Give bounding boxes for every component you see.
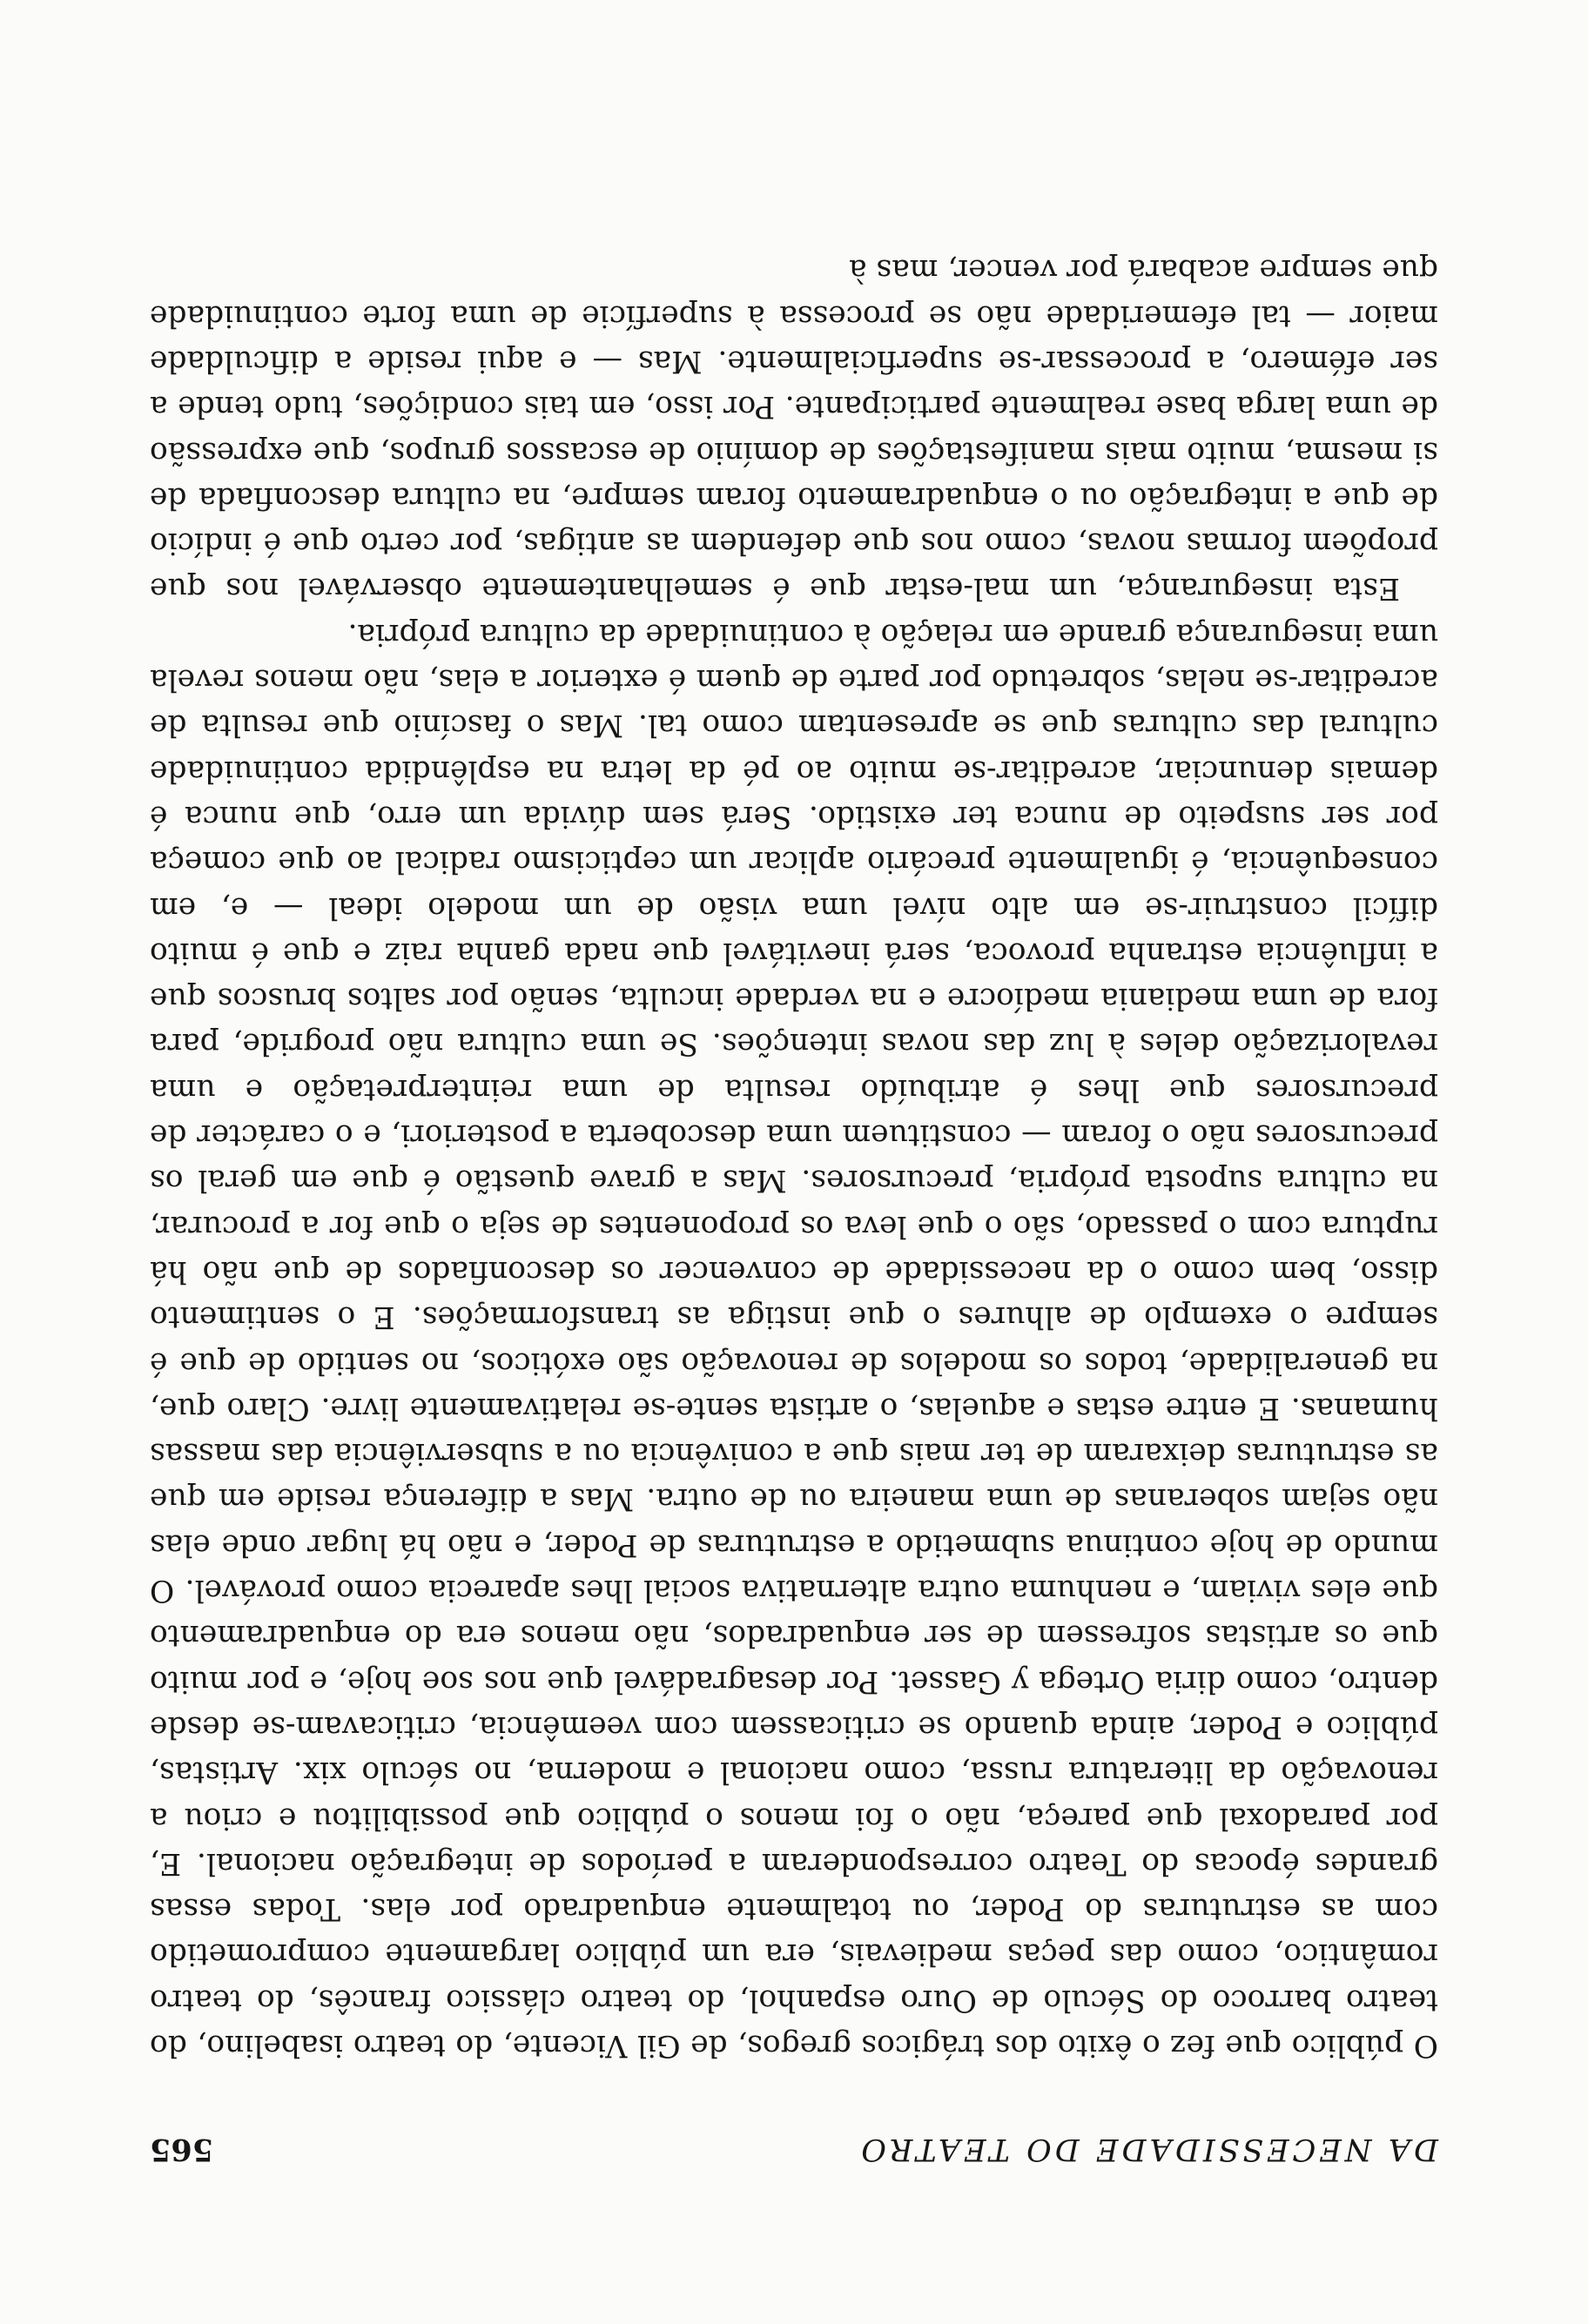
paragraph: Esta insegurança, um mal-estar que é semelhantemente observável nos que propõem formas novas, como nos que defendem as antigas, por certo que é indício de que a integração ou o enquadramento foram sempre, na cultura desconfiada de si mesma, muito mais manifestações de domínio de escassos grupos, que expressão de uma larga base realmente participante. Por isso, em tais condições, tudo tende a ser efémero, a processar-se superficialmente. Mas — e aqui reside a dificuldade maior — tal efemeridade não se processa à superfície de uma forte continuidade que sempre acabará por vencer, mas à [150,252,1438,607]
page-content [150,247,1438,2167]
page-number: 565 [150,2132,214,2167]
running-head [150,2115,1438,2167]
body-text [150,247,1438,2068]
running-title: DA NECESSIDADE DO TEATRO [858,2132,1438,2166]
paragraph: O público que fez o êxito dos trágicos gregos, de Gil Vicente, do teatro isabelino, do teatro barroco do Século de Ouro espanhol, do teatro clássico francês, do teatro romântico, como das peças medievais, era um público largamente comprometido com as estruturas do Poder, ou totalmente enquadrado por elas. Todas essas grandes épocas do Teatro corresponderam a períodos de integração nacional. E, por paradoxal que pareça, não o foi menos o público que possibilitou e criou a renovação da literatura russa, como nacional e moderna, no século xix. Artistas, público e Poder, ainda quando se criticassem com veemência, criticavam-se desde dentro, como diria Ortega y Gasset. Por desagradável que nos soe hoje, e por muito que os artistas sofressem de ser enquadrados, não menos era do enquadramento que eles viviam, e nenhuma outra alternativa social lhes aparecia como provável. O mundo de hoje continua submetido a estruturas de Poder, e não há lugar onde elas não sejam soberanas de uma maneira ou de outra. Mas a diferença reside em que as estruturas deixaram de ter mais que a conivência ou a subserviência das massas humanas. E entre estas e aquelas, o artista sente-se relativamente livre. Claro que, na generalidade, todos os modelos de renovação são exóticos, no sentido de que é sempre o exemplo de alhures o que instiga as transformações. E o sentimento disso, bem como o da necessidade de convencer os desconfiados de que não há ruptura com o passado, são o que leva os proponentes de seja o que for a procurar, na cultura suposta própria, precursores. Mas a grave questão é que em geral os precursores não o foram — constituem uma descoberta a posteriori, e o carácter de precursores que lhes é atribuído resulta de uma reinterpretação e uma revalorização deles à luz das novas intenções. Se uma cultura não progride, para fora de uma mediania medíocre e na verdade inculta, senão por saltos bruscos que a influência estranha provoca, será inevitável que nada ganha raiz e que é muito difícil construir-se em alto nível uma visão de um modelo ideal — e, em consequência, é igualmente precário aplicar um cepticismo radical ao que começa por ser suspeito de nunca ter existido. Será sem dúvida um erro, que nunca é demais denunciar, acreditar-se muito ao pé da letra na esplêndida continuidade cultural das culturas que se apresentam como tal. Mas o fascínio que resulta de acreditar-se nelas, sobretudo por parte de quem é exterior a elas, não menos revela uma insegurança grande em relação à continuidade da cultura própria. [150,616,1438,2063]
